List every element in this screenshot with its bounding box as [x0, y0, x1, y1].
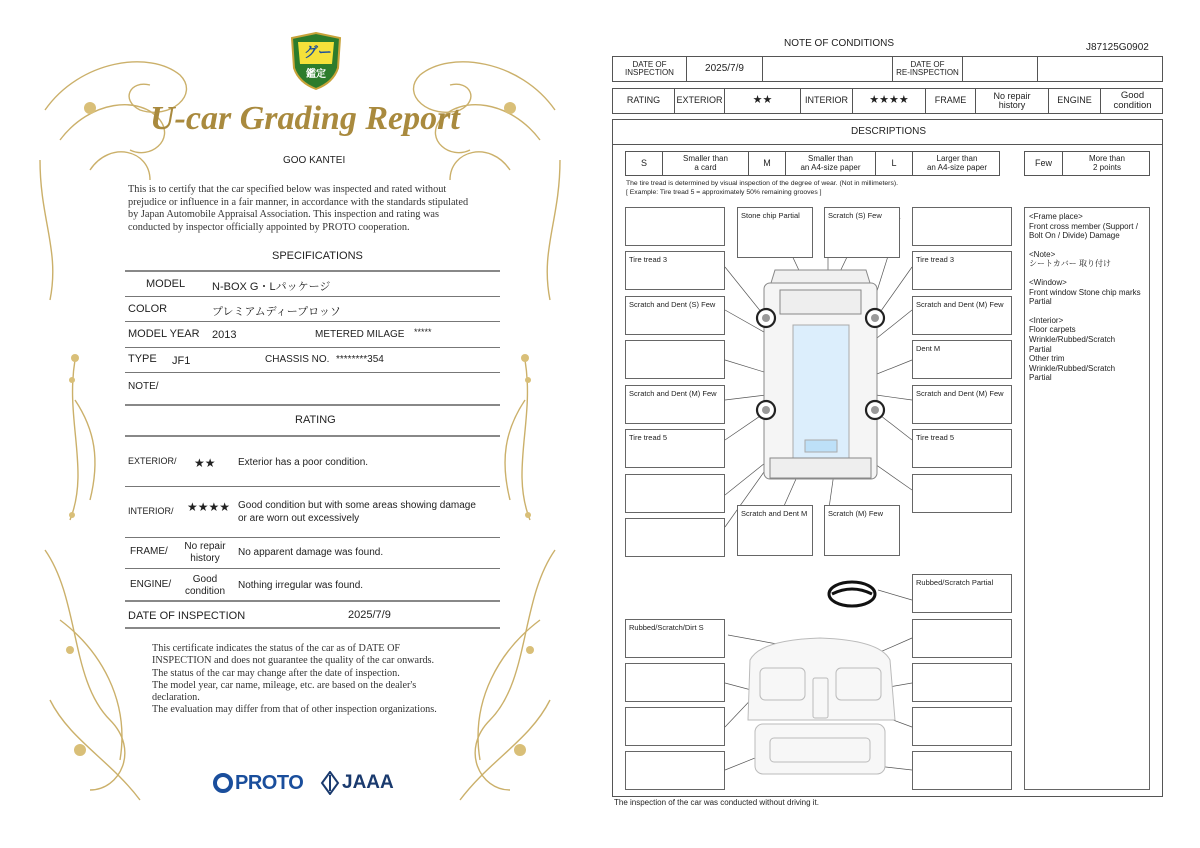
legend-line: Smaller than	[808, 154, 853, 164]
jaaa-logo	[320, 770, 394, 796]
note-of-conditions	[600, 0, 1200, 848]
conditions-footer: The inspection of the car was conducted without driving it.	[614, 798, 819, 807]
frame-value	[178, 541, 232, 565]
legend-line: an A4-size paper	[926, 162, 988, 172]
damage-box	[912, 707, 1012, 746]
damage-box	[625, 518, 725, 557]
note-line: <Frame place>	[1029, 212, 1083, 221]
divider	[125, 404, 500, 406]
tread-note-line: [ Example: Tire tread 5 = approximately 50% remaining grooves ]	[626, 189, 822, 196]
legend-s: S	[626, 152, 663, 175]
chassis-value: ********354	[336, 354, 384, 365]
legend-line: 2 points	[1092, 162, 1122, 172]
divider	[125, 627, 500, 629]
note-line: シートカバー 取り付け	[1029, 259, 1111, 269]
engine-value-line: condition	[184, 586, 226, 597]
intro-line: by Japan Automobile Appraisal Association. This inspection and rating was	[128, 209, 439, 220]
jaaa-logo-text: JAAA	[342, 772, 394, 793]
divider	[125, 435, 500, 437]
damage-box	[912, 663, 1012, 702]
intro-line: conducted by inspector officially appointed by PROTO cooperation.	[128, 221, 410, 233]
legend-line: Smaller than	[683, 154, 728, 164]
exterior-stars: ★★	[725, 89, 801, 113]
steering-wheel-icon	[829, 582, 875, 606]
date-of-inspection-label: DATE OF INSPECTION	[128, 610, 246, 622]
intro-line: prejudice or influence in a fair manner, in accordance with the standards stipulated	[128, 196, 469, 208]
frame-label: FRAME/	[130, 546, 168, 557]
badge-bottom-text: 鑑定	[306, 69, 326, 80]
type-label: TYPE	[128, 353, 157, 365]
damage-box: Scratch and Dent (M) Few	[625, 385, 725, 424]
divider	[125, 537, 500, 538]
damage-box: Scratch (S) Few	[824, 207, 900, 258]
label-line: RE-INSPECTION	[896, 68, 959, 77]
engine-value-line: Good	[192, 574, 218, 585]
color-label: COLOR	[128, 303, 168, 315]
frame-value-line: No repair	[184, 541, 226, 552]
intro-paragraph	[128, 184, 468, 234]
note-line: Front cross member (Support /	[1029, 221, 1138, 231]
note-line: Wrinkle/Rubbed/Scratch	[1029, 334, 1116, 344]
note-line: <Window>	[1029, 277, 1067, 287]
rating-heading: RATING	[295, 414, 336, 426]
note-line: Partial	[1029, 373, 1052, 383]
value-line: condition	[1113, 100, 1152, 111]
damage-box	[912, 619, 1012, 658]
footer-line: The model year, car name, mileage, etc. are based on the dealer's	[152, 679, 417, 691]
note-line: Bolt On / Divide) Damage	[1029, 231, 1120, 241]
label-line: INSPECTION	[625, 68, 674, 77]
damage-box: Scratch and Dent M	[737, 505, 813, 556]
goo-kantei-badge	[288, 32, 344, 90]
damage-box: Tire tread 5	[625, 429, 725, 468]
rating-label: RATING	[613, 89, 675, 113]
date-of-inspection-value: 2025/7/9	[687, 57, 763, 81]
note-line: <Note>	[1029, 249, 1056, 259]
damage-box	[912, 474, 1012, 513]
interior-stars: ★★★★	[853, 89, 926, 113]
note-line: Wrinkle/Rubbed/Scratch	[1029, 363, 1116, 373]
divider	[125, 296, 500, 297]
value-line: Good	[1120, 90, 1145, 102]
footer-line: This certificate indicates the status of the car as of DATE OF	[152, 643, 401, 654]
damage-box: Scratch and Dent (M) Few	[912, 385, 1012, 424]
interior-label: INTERIOR/	[128, 506, 174, 516]
note-line: Other trim	[1029, 354, 1065, 364]
engine-text: Nothing irregular was found.	[238, 580, 364, 591]
engine-value	[178, 574, 232, 598]
report-subtitle: GOO KANTEI	[283, 155, 346, 166]
descriptions-heading: DESCRIPTIONS	[851, 126, 927, 137]
damage-box	[625, 663, 725, 702]
damage-box: Dent M	[912, 340, 1012, 379]
proto-logo	[213, 770, 303, 796]
metered-milage-value: *****	[414, 327, 432, 337]
legend-l: L	[876, 152, 913, 175]
proto-q-icon	[213, 773, 233, 793]
certificate-footer	[152, 643, 437, 717]
date-of-inspection-value: 2025/7/9	[348, 609, 391, 621]
notes-panel	[1024, 207, 1150, 790]
divider	[125, 568, 500, 569]
frame-value-line: history	[190, 553, 220, 564]
damage-box: Scratch and Dent (M) Few	[912, 296, 1012, 335]
divider	[125, 321, 500, 322]
label-line: DATE OF	[632, 59, 667, 69]
frame-label: FRAME	[926, 89, 976, 113]
model-year-value: 2013	[212, 329, 237, 341]
damage-box: Stone chip Partial	[737, 207, 813, 258]
interior-stars: ★★★★	[187, 500, 231, 514]
badge-top-text: グー	[304, 44, 332, 60]
exterior-label: EXTERIOR/	[128, 456, 177, 466]
damage-box	[625, 474, 725, 513]
model-label: MODEL	[146, 278, 186, 290]
note-line: Partial	[1029, 344, 1052, 354]
divider	[125, 600, 500, 602]
proto-logo-text: PROTO	[235, 771, 304, 794]
engine-label: ENGINE/	[130, 579, 172, 590]
divider	[125, 372, 500, 373]
exterior-label: EXTERIOR	[675, 89, 725, 113]
exterior-text: Exterior has a poor condition.	[238, 457, 369, 468]
jaaa-emblem-icon	[320, 771, 340, 795]
damage-box	[912, 751, 1012, 790]
color-value: プレミアムディープロッソ	[212, 306, 341, 318]
note-line: Floor carpets	[1029, 325, 1076, 335]
conditions-id: J87125G0902	[1086, 42, 1149, 53]
footer-line: The status of the car may change after the date of inspection.	[152, 667, 400, 679]
metered-milage-label: METERED MILAGE	[315, 329, 405, 340]
legend-line: More than	[1088, 154, 1126, 164]
damage-box: Rubbed/Scratch/Dirt S	[625, 619, 725, 658]
label-line: DATE OF	[910, 59, 945, 69]
note-line: <Interior>	[1029, 315, 1064, 325]
interior-label: INTERIOR	[801, 89, 853, 113]
divider	[125, 486, 500, 487]
damage-box	[625, 207, 725, 246]
divider	[125, 347, 500, 348]
divider	[125, 270, 500, 272]
damage-box	[625, 751, 725, 790]
legend-few: Few	[1025, 152, 1063, 175]
engine-label: ENGINE	[1049, 89, 1101, 113]
interior-text-line: or are worn out excessively	[238, 513, 360, 524]
model-year-label: MODEL YEAR	[128, 328, 200, 340]
damage-box: Tire tread 3	[625, 251, 725, 290]
note-line: Partial	[1029, 297, 1052, 307]
footer-line: declaration.	[152, 692, 200, 704]
damage-box: Scratch (M) Few	[824, 505, 900, 556]
legend-line: a card	[694, 162, 717, 172]
chassis-label: CHASSIS NO.	[265, 354, 330, 365]
legend-m: M	[749, 152, 786, 175]
legend-line: an A4-size paper	[800, 162, 861, 172]
footer-line: INSPECTION and does not guarantee the quality of the car onwards.	[152, 655, 435, 667]
specifications-heading: SPECIFICATIONS	[272, 250, 363, 262]
damage-box: Rubbed/Scratch Partial	[912, 574, 1012, 613]
damage-box	[912, 207, 1012, 246]
interior-text	[238, 499, 476, 525]
model-value: N-BOX G・Lパッケージ	[212, 281, 331, 293]
legend-line: Larger than	[936, 154, 978, 164]
damage-box: Tire tread 5	[912, 429, 1012, 468]
note-line: Front window Stone chip marks	[1029, 287, 1141, 297]
conditions-title: NOTE OF CONDITIONS	[784, 38, 894, 49]
report-title: U-car Grading Report	[150, 100, 460, 137]
note-label: NOTE/	[128, 381, 159, 392]
value-line: No repair	[993, 90, 1031, 101]
damage-box	[625, 707, 725, 746]
intro-line: This is to certify that the car specified below was inspected and rated without	[128, 184, 447, 195]
damage-box	[625, 340, 725, 379]
damage-box: Scratch and Dent (S) Few	[625, 296, 725, 335]
interior-text-line: Good condition but with some areas showing damage	[238, 500, 476, 511]
damage-box: Tire tread 3	[912, 251, 1012, 290]
footer-line: The evaluation may differ from that of other inspection organizations.	[152, 704, 437, 716]
tread-note-line: The tire tread is determined by visual inspection of the degree of wear. (Not in millimeters).	[626, 180, 898, 187]
type-value: JF1	[172, 355, 191, 367]
exterior-stars: ★★	[194, 456, 216, 470]
value-line: history	[998, 100, 1026, 110]
frame-text: No apparent damage was found.	[238, 547, 384, 558]
